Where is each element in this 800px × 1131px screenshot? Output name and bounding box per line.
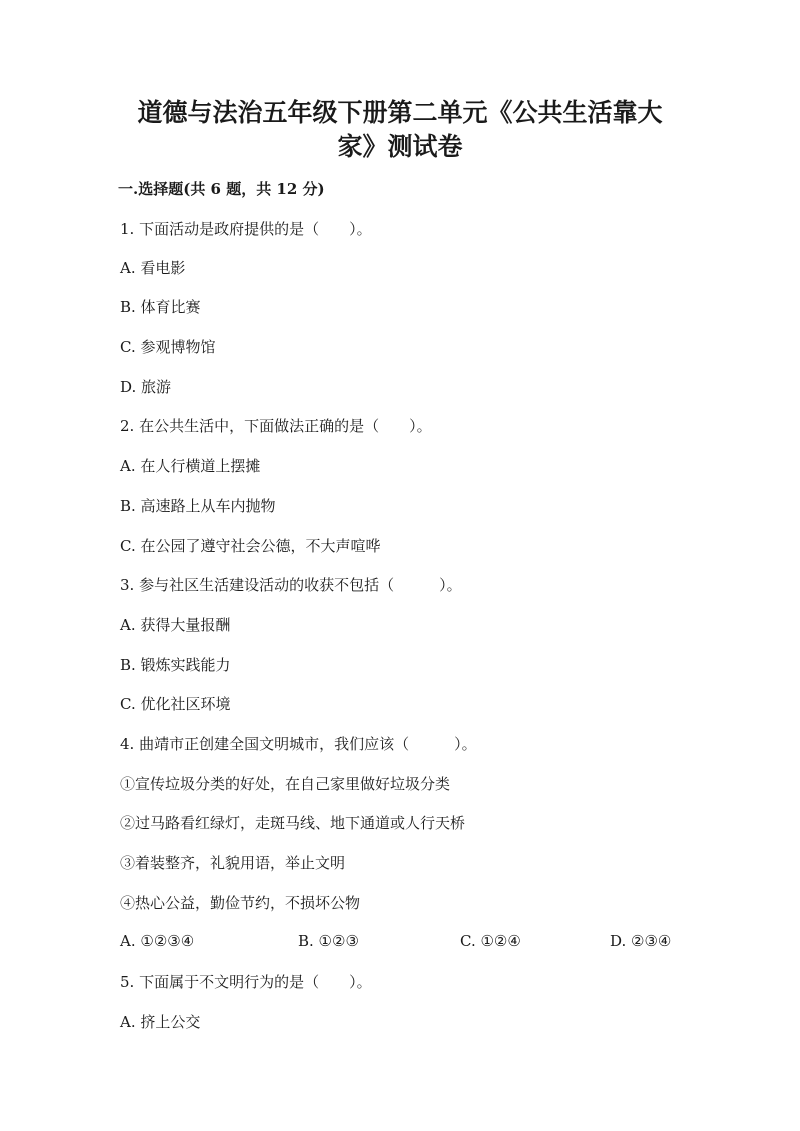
- question-4-option-d: D. ②③④: [610, 932, 672, 950]
- question-3-option-b: B. 锻炼实践能力: [120, 656, 231, 674]
- question-2-option-a: A. 在人行横道上摆摊: [120, 457, 261, 475]
- question-1-option-a: A. 看电影: [120, 259, 186, 277]
- section-heading: 一.选择题(共 6 题，共 12 分): [118, 180, 325, 198]
- question-1-option-d: D. 旅游: [120, 378, 172, 396]
- question-4-statement-4: ④热心公益，勤俭节约，不损坏公物: [120, 894, 361, 912]
- question-4-statement-2: ②过马路看红绿灯，走斑马线、地下通道或人行天桥: [120, 814, 466, 832]
- question-4-statement-1: ①宣传垃圾分类的好处，在自己家里做好垃圾分类: [120, 775, 451, 793]
- question-4-option-a: A. ①②③④: [120, 932, 195, 950]
- question-1-stem: 1. 下面活动是政府提供的是（ ）。: [120, 220, 372, 238]
- question-4-options: [120, 932, 700, 952]
- question-2-stem: 2. 在公共生活中，下面做法正确的是（ ）。: [120, 417, 432, 435]
- question-3-option-a: A. 获得大量报酬: [120, 616, 231, 634]
- question-4-option-b: B. ①②③: [298, 932, 359, 950]
- question-4-statement-3: ③着装整齐，礼貌用语，举止文明: [120, 854, 346, 872]
- page-title-line-1: 道德与法治五年级下册第二单元《公共生活靠大: [137, 98, 663, 127]
- question-2-option-c: C. 在公园了遵守社会公德，不大声喧哗: [120, 537, 381, 555]
- question-4-stem: 4. 曲靖市正创建全国文明城市，我们应该（ ）。: [120, 735, 477, 753]
- question-3-stem: 3. 参与社区生活建设活动的收获不包括（ ）。: [120, 576, 462, 594]
- question-2-option-b: B. 高速路上从车内抛物: [120, 497, 276, 515]
- question-1-option-b: B. 体育比赛: [120, 298, 201, 316]
- question-3-option-c: C. 优化社区环境: [120, 695, 231, 713]
- question-4-option-c: C. ①②④: [460, 932, 521, 950]
- page-title-line-2: 家》测试卷: [337, 132, 463, 161]
- question-5-option-a: A. 挤上公交: [120, 1013, 201, 1031]
- question-5-stem: 5. 下面属于不文明行为的是（ ）。: [120, 973, 372, 991]
- question-1-option-c: C. 参观博物馆: [120, 338, 216, 356]
